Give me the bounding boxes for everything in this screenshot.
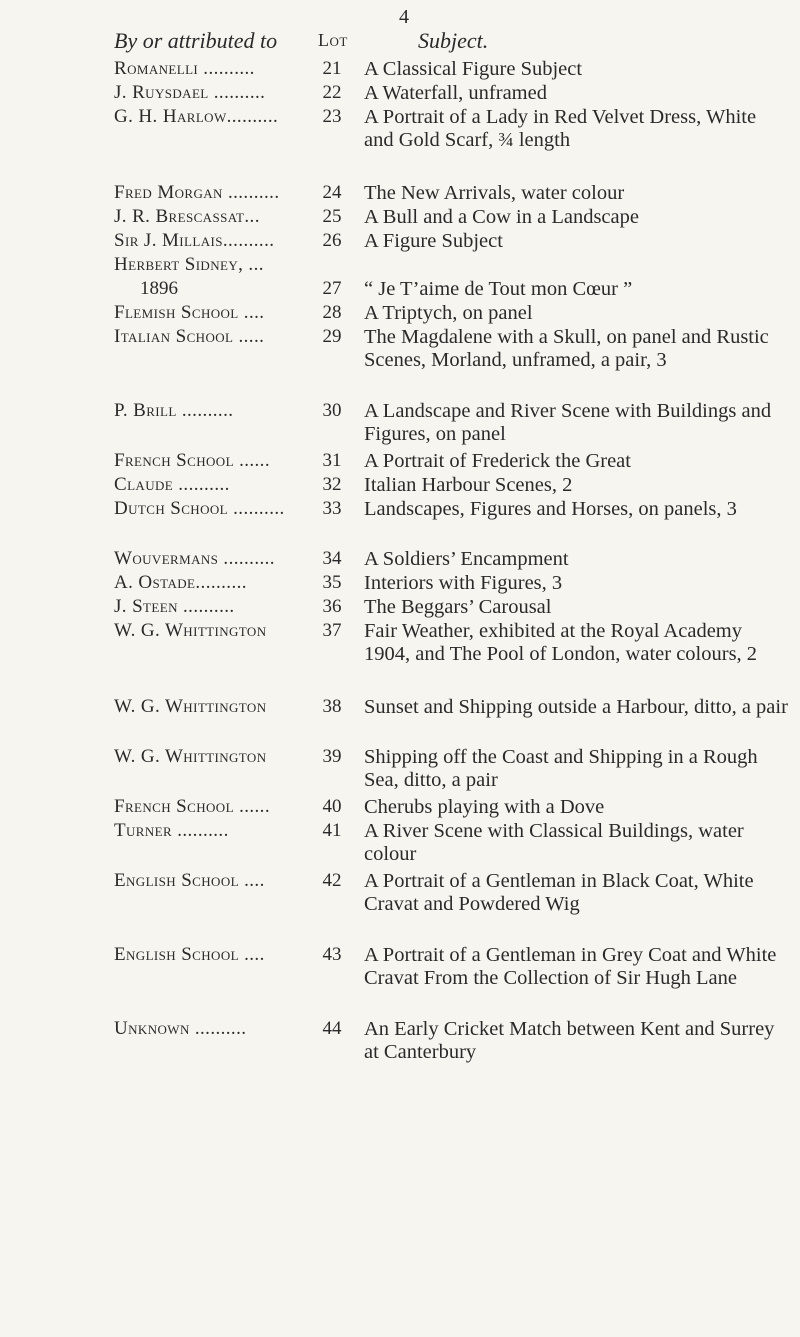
lot-number: 35 — [322, 572, 342, 593]
artist: Italian School ..... — [114, 326, 265, 347]
subject: A Waterfall, unframed — [364, 82, 547, 104]
lot-number: 27 — [322, 278, 342, 299]
artist: G. H. Harlow.......... — [114, 106, 279, 127]
subject: A Classical Figure Subject — [364, 58, 583, 80]
subject: A Portrait of a Gentleman in Black Coat, White Cravat and Powdered Wig — [364, 870, 754, 915]
lot-number: 22 — [322, 82, 342, 103]
lot-number: 26 — [322, 230, 342, 251]
artist: Claude .......... — [114, 474, 230, 495]
subject: A Figure Subject — [364, 230, 503, 252]
artist: Sir J. Millais.......... — [114, 230, 275, 251]
lot-number: 33 — [322, 498, 342, 519]
column-header-subject: Subject. — [418, 28, 489, 53]
subject: A Portrait of a Gentleman in Grey Coat and White Cravat From the Collection of Sir Hugh Lane — [364, 944, 777, 989]
lot-number: 28 — [322, 302, 342, 323]
artist: Fred Morgan .......... — [114, 182, 280, 203]
subject: Fair Weather, exhibited at the Royal Academy 1904, and The Pool of London, water colours, 2 — [364, 620, 758, 665]
subject: An Early Cricket Match between Kent and Surrey at Canterbury — [364, 1018, 775, 1063]
subject: A Landscape and River Scene with Buildings and Figures, on panel — [364, 400, 772, 445]
subject: Interiors with Figures, 3 — [364, 572, 563, 594]
artist: A. Ostade.......... — [114, 572, 247, 593]
subject: A Triptych, on panel — [364, 302, 533, 324]
subject: “ Je T’aime de Tout mon Cœur ” — [364, 278, 633, 300]
artist: English School .... — [114, 944, 265, 965]
subject: The New Arrivals, water colour — [364, 182, 625, 204]
lot-number: 37 — [322, 620, 342, 641]
column-header-lot: Lot — [318, 30, 348, 50]
lot-number: 44 — [322, 1018, 342, 1039]
subject: A Portrait of a Lady in Red Velvet Dress, White and Gold Scarf, ¾ length — [364, 106, 757, 151]
artist: French School ...... — [114, 796, 270, 817]
artist: W. G. Whittington — [114, 746, 267, 767]
lot-number: 42 — [322, 870, 342, 891]
subject: Italian Harbour Scenes, 2 — [364, 474, 573, 496]
artist: W. G. Whittington — [114, 696, 267, 717]
artist: Flemish School .... — [114, 302, 265, 323]
artist: Wouvermans .......... — [114, 548, 275, 569]
artist: P. Brill .......... — [114, 400, 234, 421]
artist: Turner .......... — [114, 820, 229, 841]
artist: Unknown .......... — [114, 1018, 247, 1039]
lot-number: 23 — [322, 106, 342, 127]
subject: Cherubs playing with a Dove — [364, 796, 605, 818]
artist: Herbert Sidney, ... — [114, 254, 264, 275]
lot-number: 25 — [322, 206, 342, 227]
column-header-artist: By or attributed to — [114, 28, 278, 53]
lot-number: 39 — [322, 746, 342, 767]
lot-number: 38 — [322, 696, 342, 717]
lot-number: 41 — [322, 820, 342, 841]
subject: A Bull and a Cow in a Landscape — [364, 206, 639, 228]
artist: English School .... — [114, 870, 265, 891]
subject: Sunset and Shipping outside a Harbour, ditto, a pair — [364, 696, 788, 718]
subject: A River Scene with Classical Buildings, water colour — [364, 820, 744, 865]
lot-number: 31 — [322, 450, 342, 471]
artist: W. G. Whittington — [114, 620, 267, 641]
lot-number: 43 — [322, 944, 342, 965]
year: 1896 — [140, 278, 178, 299]
lot-number: 36 — [322, 596, 342, 617]
lot-number: 29 — [322, 326, 342, 347]
artist: French School ...... — [114, 450, 270, 471]
subject: Shipping off the Coast and Shipping in a Rough Sea, ditto, a pair — [364, 746, 758, 791]
artist: Romanelli .......... — [114, 58, 255, 79]
lot-number: 34 — [322, 548, 342, 569]
lot-number: 24 — [322, 182, 342, 203]
lot-number: 40 — [322, 796, 342, 817]
lot-number: 30 — [322, 400, 342, 421]
subject: Landscapes, Figures and Horses, on panels, 3 — [364, 498, 737, 520]
page-number: 4 — [399, 6, 409, 28]
subject: A Soldiers’ Encampment — [364, 548, 569, 570]
lot-number: 32 — [322, 474, 342, 495]
artist: J. Ruysdael .......... — [114, 82, 266, 103]
subject: A Portrait of Frederick the Great — [364, 450, 631, 472]
artist: J. Steen .......... — [114, 596, 235, 617]
artist: J. R. Brescassat... — [114, 206, 260, 227]
subject: The Magdalene with a Skull, on panel and Rustic Scenes, Morland, unframed, a pair, 3 — [364, 326, 769, 371]
subject: The Beggars’ Carousal — [364, 596, 552, 618]
lot-number: 21 — [322, 58, 342, 79]
artist: Dutch School .......... — [114, 498, 285, 519]
